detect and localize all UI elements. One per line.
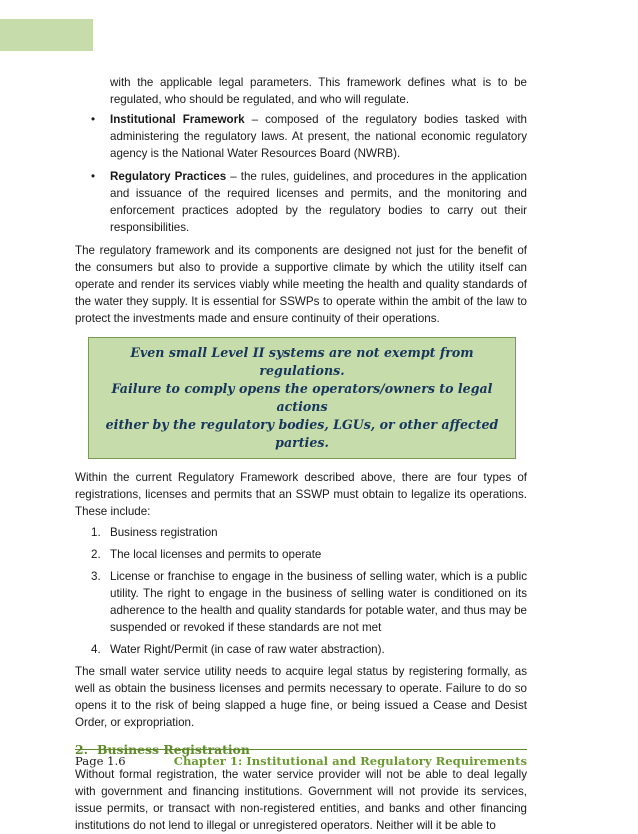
list-item-institutional-framework	[75, 111, 527, 162]
term-description: – the rules, guidelines, and procedures in the application and issuance of the required licenses and permits, and the monitoring and enforcement practices adopted by the regulatory bodies to carry out their responsibilities.	[110, 170, 527, 234]
list-number: 2.	[91, 548, 101, 561]
callout-line: Even small Level II systems are not exempt from regulations.	[130, 345, 474, 378]
paragraph-business-registration: Without formal registration, the water service provider will not be able to deal legally with government and financing institutions. Government will not provide its services, issue permits, or transact with non-registered entities, and banks and other financing institutions do not lend to illegal or unregistered operators. Neither will it be able to	[75, 768, 527, 832]
list-item-text: Water Right/Permit (in case of raw water abstraction).	[110, 643, 385, 656]
list-item-regulatory-practices	[75, 168, 527, 236]
page-number: Page 1.6	[75, 754, 126, 768]
bullet-icon: •	[91, 113, 96, 126]
section-number: 2.	[75, 742, 88, 757]
term-description: – composed of the regulatory bodies tasked with administering the regulatory laws. At present, the national economic regulatory agency is the National Water Resources Board (NWRB).	[110, 113, 527, 160]
intro-continuation: with the applicable legal parameters. This framework defines what is to be regulated, who should be regulated, and who will regulate.	[110, 76, 527, 106]
chapter-tab-marker	[0, 19, 93, 51]
registration-types-list	[75, 524, 527, 658]
list-item	[75, 568, 527, 636]
paragraph-registration-types: Within the current Regulatory Framework described above, there are four types of registrations, licenses and permits that an SSWP must obtain to legalize its operations. These include:	[75, 471, 527, 518]
page-footer	[75, 749, 527, 768]
list-item-text: Business registration	[110, 526, 218, 539]
list-number: 4.	[91, 643, 101, 656]
page-body	[75, 74, 527, 834]
callout-line: either by the regulatory bodies, LGUs, or other affected parties.	[105, 417, 499, 450]
list-number: 1.	[91, 526, 101, 539]
list-number: 3.	[91, 570, 101, 583]
paragraph-legal-status: The small water service utility needs to acquire legal status by registering formally, as well as obtain the business licenses and permits necessary to operate. Failure to do so opens it to the risk of being slapped a huge fine, or being issued a Cease and Desist Order, or expropriation.	[75, 665, 527, 729]
list-item	[75, 546, 527, 563]
section-title: Business Registration	[97, 742, 250, 757]
term-label: Institutional Framework	[110, 113, 245, 126]
list-item	[75, 641, 527, 658]
framework-components-list	[75, 111, 527, 236]
list-item-text: The local licenses and permits to operate	[110, 548, 322, 561]
bullet-icon: •	[91, 170, 96, 183]
list-item-text: License or franchise to engage in the business of selling water, which is a public utility. The right to engage in the business of selling water is conditioned on its adherence to the health and quality standards for potable water, and thus may be suspended or revoked if these standards are not met	[110, 570, 527, 634]
callout-line: Failure to comply opens the operators/owners to legal actions	[111, 381, 493, 414]
paragraph-regulatory-framework: The regulatory framework and its components are designed not just for the benefit of the consumers but also to provide a supportive climate by which the utility itself can operate and render its services viably while meeting the health and quality standards of the water they supply. It is essential for SSWPs to operate within the ambit of the law to protect the investments made and ensure continuity of their operations.	[75, 244, 527, 325]
chapter-title: Chapter 1: Institutional and Regulatory Requirements	[173, 754, 527, 768]
callout-box	[88, 337, 516, 459]
term-label: Regulatory Practices	[110, 170, 227, 183]
list-item	[75, 524, 527, 541]
